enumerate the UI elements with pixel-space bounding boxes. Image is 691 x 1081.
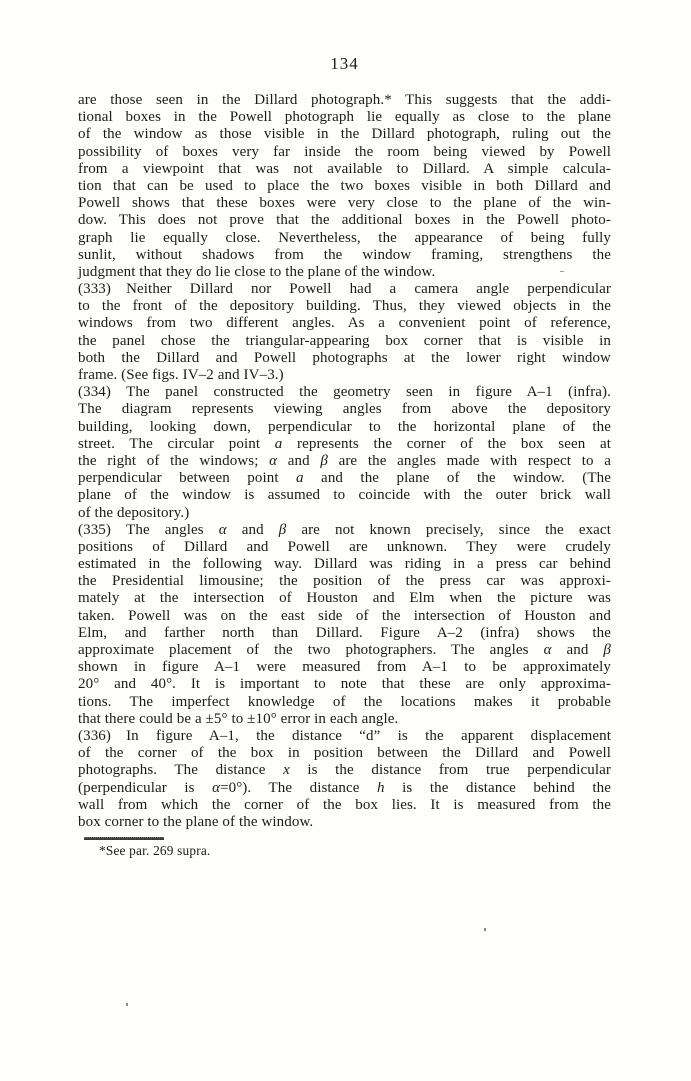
text-line: windows from two different angles. As a convenient point of reference, (78, 315, 611, 332)
text-line: judgment that they do lie close to the plane of the window. (78, 263, 436, 280)
text-line: estimated in the following way. Dillard was riding in a press car behind (78, 556, 611, 573)
text-line: frame. (See figs. IV–2 and IV–3.) (78, 367, 284, 383)
text-line: street. The circular point a represents the corner of the box seen at (78, 435, 611, 452)
text-line: tional boxes in the Powell photograph lie equally as close to the plane (78, 109, 611, 126)
text-line: (335) The angles α and β are not known precisely, since the exact (78, 521, 611, 538)
scan-speck (484, 928, 486, 931)
text-line: plane of the window is assumed to coincide with the outer brick wall (78, 487, 611, 504)
text-line: are those seen in the Dillard photograph.* This suggests that the addi- (78, 92, 611, 108)
text-line: approximate placement of the two photographers. The angles α and β (78, 642, 611, 658)
text-line: of the depository.) (78, 504, 190, 521)
text-line: tions. The imperfect knowledge of the locations makes it probable (78, 693, 611, 710)
text-line: building, looking down, perpendicular to the horizontal plane of the (78, 418, 611, 435)
footnote-text: *See par. 269 supra. (99, 843, 211, 858)
text-line: to the front of the depository building. Thus, they viewed objects in the (78, 298, 611, 315)
text-line: positions of Dillard and Powell are unknown. They were crudely (78, 538, 611, 555)
text-line: 20° and 40°. It is important to note that these are only approxima- (78, 676, 611, 693)
text-line: The diagram represents viewing angles from above the depository (78, 401, 611, 418)
text-line: (336) In figure A–1, the distance “d” is the apparent displacement (78, 727, 611, 744)
text-line: (perpendicular is α=0°). The distance h is the distance behind the (78, 779, 611, 796)
text-line: both the Dillard and Powell photographs at the lower right window (78, 349, 611, 366)
text-line: sunlit, without shadows from the window framing, strengthens the (78, 246, 611, 263)
text-line: from a viewpoint that was not available to Dillard. A simple calcula- (78, 160, 611, 177)
text-line: taken. Powell was on the east side of the intersection of Houston and (78, 607, 611, 624)
scan-speck (126, 1003, 128, 1006)
text-line: that there could be a ±5° to ±10° error in each angle. (78, 710, 399, 727)
text-line: of the corner of the box in position between the Dillard and Powell (78, 745, 611, 762)
text-block (78, 92, 611, 831)
paragraph-336 (78, 728, 611, 831)
text-line: Elm, and farther north than Dillard. Figure A–2 (infra) shows the (78, 624, 611, 641)
text-line: the panel chose the triangular-appearing box corner that is visible in (78, 332, 611, 349)
text-line: box corner to the plane of the window. (78, 813, 314, 830)
text-line: (333) Neither Dillard nor Powell had a camera angle perpendicular (78, 281, 611, 298)
text-line: perpendicular between point a and the plane of the window. (The (78, 470, 611, 487)
footnote-rule (84, 837, 164, 840)
text-line: shown in figure A–1 were measured from A–1 to be approximately (78, 659, 611, 676)
text-line: the Presidential limousine; the position of the press car was approxi- (78, 573, 611, 590)
text-line: (334) The panel constructed the geometry seen in figure A–1 (infra). (78, 384, 611, 401)
text-line: wall from which the corner of the box lies. It is measured from the (78, 796, 611, 813)
text-line: of the window as those visible in the Dillard photograph, ruling out the (78, 126, 611, 143)
paragraph-334 (78, 384, 611, 522)
text-line: dow. This does not prove that the additional boxes in the Powell photo- (78, 212, 611, 229)
paragraph-333 (78, 281, 611, 384)
continuation-paragraph (78, 92, 611, 281)
page-number: 134 (330, 54, 359, 73)
text-line: tion that can be used to place the two boxes visible in both Dillard and (78, 177, 611, 194)
text-line: the right of the windows; α and β are the angles made with respect to a (78, 452, 611, 469)
text-line: graph lie equally close. Nevertheless, the appearance of being fully (78, 229, 611, 246)
text-line: Powell shows that these boxes were very close to the plane of the win- (78, 195, 611, 212)
text-line: photographs. The distance x is the distance from true perpendicular (78, 762, 611, 779)
scan-speck (560, 271, 564, 272)
text-line: mately at the intersection of Houston and Elm when the picture was (78, 590, 611, 607)
paragraph-335 (78, 522, 611, 728)
text-line: possibility of boxes very far inside the room being viewed by Powell (78, 143, 611, 160)
